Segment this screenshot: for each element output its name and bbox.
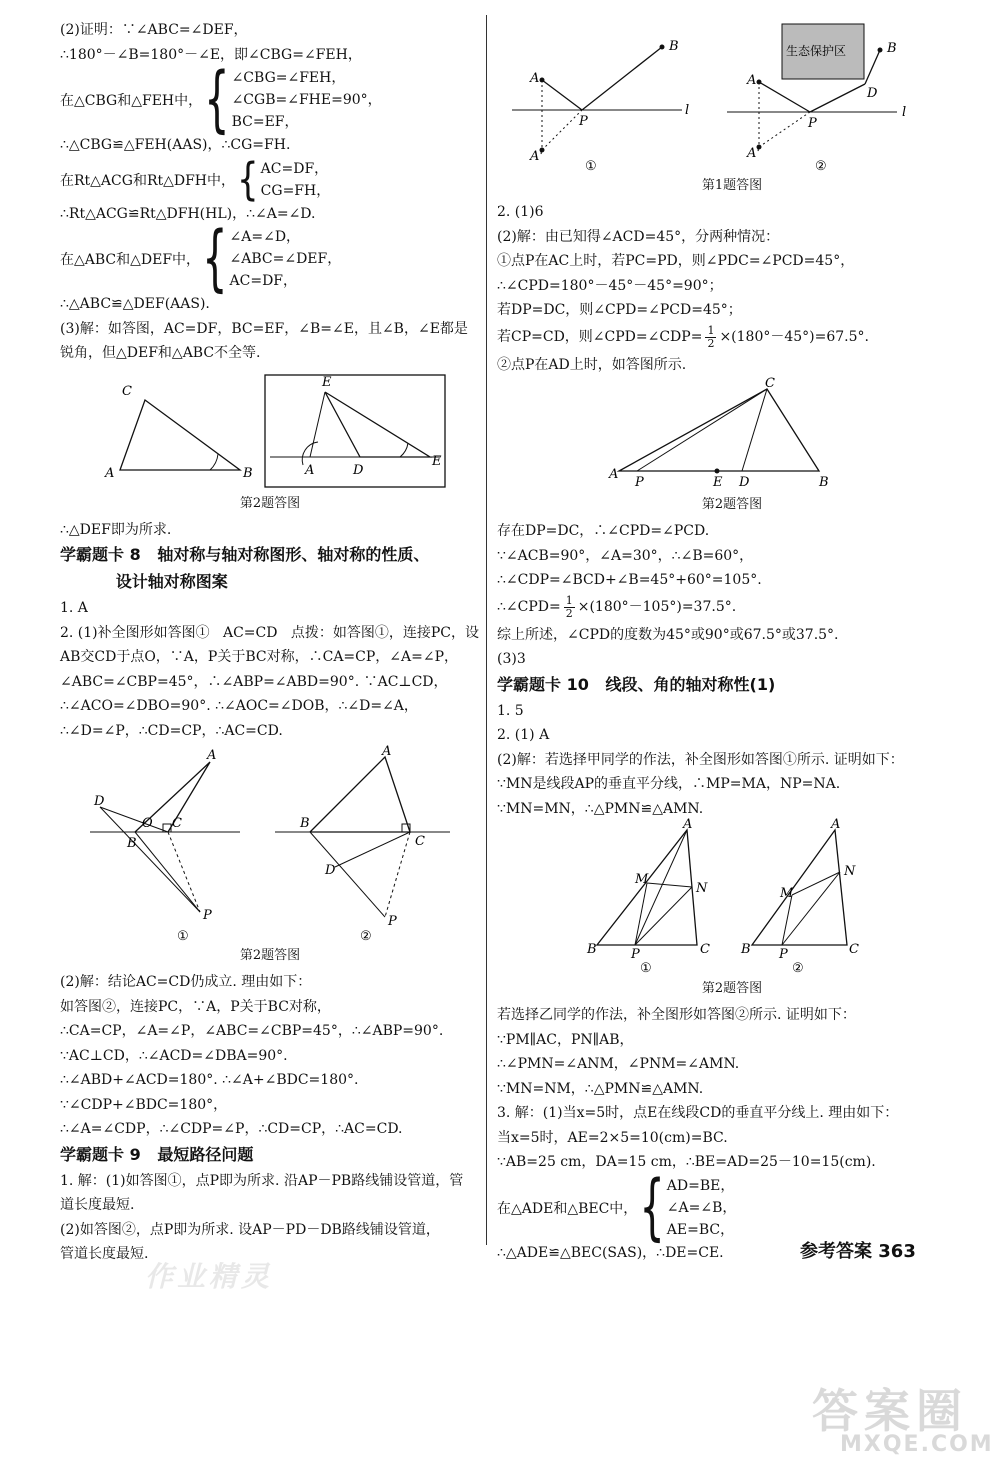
text-line: ∴180°－∠B=180°－∠E，即∠CBG=∠FEH， bbox=[60, 46, 362, 63]
label-n: N bbox=[696, 881, 708, 896]
label-b: B bbox=[587, 942, 597, 957]
text-line: 如答图②，连接PC，∵A，P关于BC对称， bbox=[60, 998, 331, 1015]
segment-pm bbox=[782, 895, 792, 945]
text-line: ∴∠ACO=∠DBO=90°. ∴∠AOC=∠DOB，∴∠D=∠A， bbox=[60, 698, 418, 714]
text: ×(180°－45°)=67.5°. bbox=[719, 329, 869, 346]
text-line: ∴∠PMN=∠ANM，∠PNM=∠AMN. bbox=[497, 1056, 740, 1072]
label-e: E bbox=[713, 475, 723, 490]
brace-icon: { bbox=[202, 217, 228, 301]
frac-num: 1 bbox=[565, 594, 573, 607]
triangle-abc bbox=[597, 830, 697, 945]
brace-row: AE=BC， bbox=[666, 1221, 735, 1238]
figure-caption: 第2题答图 bbox=[239, 948, 301, 963]
text-line: ∠ABC=∠CBP=45°，∴∠ABP=∠ABD=90°. ∵AC⊥CD， bbox=[60, 673, 448, 690]
brace-block bbox=[60, 217, 480, 301]
figure-card8 bbox=[60, 744, 480, 966]
segment-ap bbox=[542, 80, 582, 110]
brace-block bbox=[497, 1166, 967, 1249]
angle-arc bbox=[210, 454, 218, 470]
segment-pd bbox=[810, 84, 865, 112]
label-d: D bbox=[867, 86, 878, 101]
text-line: ∵MN=NM，∴△PMN≌△AMN. bbox=[497, 1080, 704, 1097]
label-b: B bbox=[243, 465, 253, 481]
text-line: (2)解：由已知得∠ACD=45°，分两种情况： bbox=[497, 228, 780, 245]
point-a bbox=[540, 78, 545, 83]
figure-label-1: ① bbox=[585, 159, 597, 174]
text-line: ①点P在AC上时，若PC=PD，则∠PDC=∠PCD=45°， bbox=[497, 253, 855, 269]
figure-q1 bbox=[497, 22, 967, 196]
text-line: ∴∠A=∠CDP，∴∠CDP=∠P，∴CD=CP，∴AC=CD. bbox=[60, 1121, 403, 1137]
label-a2: A bbox=[305, 462, 315, 478]
card8-title: 学霸题卡 8 轴对称与轴对称图形、轴对称的性质、 bbox=[60, 545, 430, 564]
figure-caption: 第2题答图 bbox=[239, 495, 301, 511]
figure-caption: 第2题答图 bbox=[701, 497, 763, 512]
segment bbox=[310, 392, 325, 457]
text-line: 若选择乙同学的作法，补全图形如答图②所示. 证明如下： bbox=[497, 1007, 856, 1023]
segment-ap2 bbox=[542, 110, 582, 150]
text-line: ∵∠CDP+∠BDC=180°， bbox=[60, 1096, 228, 1113]
brace-icon: { bbox=[639, 1166, 665, 1249]
figure-label-2: ② bbox=[360, 929, 372, 944]
text-line: 当x=5时，AE=2×5=10(cm)=BC. bbox=[497, 1129, 728, 1146]
label-c: C bbox=[122, 383, 132, 399]
brace-row: ∠CGB=∠FHE=90°， bbox=[231, 92, 382, 108]
brace-row: AD=BE， bbox=[666, 1177, 735, 1194]
text-line: 道长度最短. bbox=[60, 1197, 135, 1213]
text-line: ∵MN是线段AP的垂直平分线，∴MP=MA，NP=NA. bbox=[497, 776, 841, 792]
brace-block bbox=[60, 58, 480, 142]
card8-title-cont: 设计轴对称图案 bbox=[60, 572, 228, 591]
brace-row: ∠ABC=∠DEF， bbox=[229, 251, 342, 267]
label-a: A bbox=[530, 71, 540, 86]
brace-block bbox=[60, 153, 480, 206]
figure-card10 bbox=[497, 817, 967, 999]
segment-ap bbox=[759, 82, 810, 112]
text-line: 3. 解：(1)当x=5时，点E在线段CD的垂直平分线上. 理由如下： bbox=[497, 1105, 899, 1121]
triangle-abc bbox=[619, 389, 819, 471]
point-e bbox=[715, 469, 720, 474]
figure-label-1: ① bbox=[177, 929, 189, 944]
label-a: A bbox=[683, 817, 693, 832]
watermark-logo: 答案圈 bbox=[812, 1384, 968, 1438]
label-l: l bbox=[685, 103, 690, 118]
label-a2: A bbox=[831, 817, 841, 832]
label-a: A bbox=[207, 748, 217, 763]
fraction bbox=[705, 325, 716, 350]
label-p2: P bbox=[808, 116, 817, 131]
segment-mp bbox=[635, 883, 647, 945]
brace-row: ∠A=∠B， bbox=[666, 1199, 737, 1216]
text-line: (3)3 bbox=[497, 651, 526, 667]
label-e: E bbox=[322, 374, 332, 390]
brace-lhs: 在△ADE和△BEC中， bbox=[497, 1200, 638, 1217]
text-line: ∴∠ABD+∠ACD=180°. ∴∠A+∠BDC=180°. bbox=[60, 1072, 359, 1088]
symmetry-diagram bbox=[60, 744, 480, 944]
text-line: 存在DP=DC，∴∠CPD=∠PCD. bbox=[497, 523, 710, 539]
text-line: 2. (1)6 bbox=[497, 204, 544, 220]
label-p: P bbox=[579, 114, 588, 129]
label-p: P bbox=[203, 908, 212, 923]
label-a-prime2: A' bbox=[747, 146, 760, 161]
brace-row: ∠CBG=∠FEH， bbox=[231, 70, 346, 86]
label-n2: N bbox=[844, 864, 856, 879]
text-line: ∴△DEF即为所求. bbox=[60, 521, 172, 538]
label-a2: A bbox=[382, 744, 392, 759]
figure-label-2: ② bbox=[792, 961, 804, 976]
fraction bbox=[564, 595, 575, 620]
text-line: ∴∠CDP=∠BCD+∠B=45°+60°=105°. bbox=[497, 572, 762, 588]
angle-arc bbox=[400, 443, 408, 457]
brace-lhs: 在△CBG和△FEH中， bbox=[60, 93, 203, 109]
label-a-prime: A' bbox=[530, 149, 543, 164]
label-c: C bbox=[172, 816, 182, 831]
frac-den: 2 bbox=[707, 337, 715, 350]
label-m2: M bbox=[780, 886, 794, 901]
brace-icon: { bbox=[204, 58, 230, 142]
text-line: ∴△CBG≌△FEH(AAS)，∴CG=FH. bbox=[60, 137, 291, 153]
label-b2: B bbox=[887, 41, 897, 56]
figure-label-2: ② bbox=[815, 159, 827, 174]
text-line: ∵MN=MN，∴△PMN≌△AMN. bbox=[497, 800, 704, 817]
column-divider bbox=[486, 15, 487, 1245]
label-m: M bbox=[635, 872, 649, 887]
label-b2: B bbox=[741, 942, 751, 957]
label-p: P bbox=[631, 947, 640, 962]
figure-q2-triangles bbox=[60, 370, 480, 514]
figure-caption: 第1题答图 bbox=[701, 178, 763, 193]
label-p2: P bbox=[388, 914, 397, 929]
left-column bbox=[60, 18, 480, 1267]
text-line: 管道长度最短. bbox=[60, 1246, 149, 1262]
text-line: ∴Rt△ACG≌Rt△DFH(HL)，∴∠A=∠D. bbox=[60, 205, 316, 222]
shortest-path-diagram bbox=[497, 22, 967, 172]
brace-icon: { bbox=[237, 153, 259, 206]
brace-row: AC=DF， bbox=[260, 160, 329, 177]
text: 若CP=CD，则∠CPD=∠CDP= bbox=[497, 329, 703, 346]
triangle-abc2 bbox=[310, 757, 410, 832]
triangle-diagram bbox=[60, 370, 480, 490]
label-a: A bbox=[105, 465, 115, 481]
text-line: 若DP=DC，则∠CPD=∠PCD=45°； bbox=[497, 302, 742, 318]
brace-lhs: 在Rt△ACG和Rt△DFH中， bbox=[60, 172, 236, 189]
right-column bbox=[497, 18, 967, 1265]
text-line: (2)解：结论AC=CD仍成立. 理由如下： bbox=[60, 974, 312, 990]
segment-db bbox=[865, 50, 880, 84]
text-line: 1. 5 bbox=[497, 702, 524, 719]
label-p2: P bbox=[779, 947, 788, 962]
label-d: D bbox=[353, 462, 364, 478]
perpendicular-bisector-diagram bbox=[497, 817, 967, 976]
label-p: P bbox=[635, 475, 644, 490]
text-line: 2. (1) A bbox=[497, 727, 550, 743]
text-line: ∵∠ACB=90°，∠A=30°，∴∠B=60°， bbox=[497, 547, 754, 564]
brace-row: BC=EF， bbox=[231, 114, 299, 130]
segment-bp2 bbox=[310, 832, 385, 917]
segment-mn2 bbox=[792, 872, 840, 895]
segment-bp bbox=[135, 832, 200, 912]
brace-lhs: 在△ABC和△DEF中， bbox=[60, 252, 201, 268]
label-c2: C bbox=[849, 942, 859, 957]
text-line: ∵PM∥AC，PN∥AB， bbox=[497, 1031, 634, 1048]
text-line: ∵AC⊥CD，∴∠ACD=∠DBA=90°. bbox=[60, 1047, 288, 1064]
fraction-line bbox=[497, 593, 967, 623]
frac-den: 2 bbox=[565, 607, 573, 620]
page-footer: 参考答案 363 bbox=[800, 1241, 916, 1262]
figure-q2 bbox=[497, 376, 967, 515]
label-b: B bbox=[669, 39, 679, 54]
segment-cp2 bbox=[385, 832, 410, 917]
segment-ap3 bbox=[759, 112, 810, 147]
brace-row: ∠A=∠D， bbox=[229, 229, 301, 245]
label-o: O bbox=[142, 816, 153, 831]
segment-pc bbox=[637, 389, 767, 471]
text-line: (3)解：如答图，AC=DF，BC=EF，∠B=∠E，且∠B，∠E都是 bbox=[60, 320, 468, 337]
protected-zone-label: 生态保护区 bbox=[786, 44, 847, 58]
label-b2: B bbox=[300, 816, 310, 831]
angle-arc bbox=[302, 442, 318, 465]
point-a2 bbox=[757, 80, 762, 85]
label-d2: D bbox=[325, 863, 336, 878]
label-d: D bbox=[94, 794, 105, 809]
fraction-line bbox=[497, 323, 967, 353]
triangle-acb-diagram bbox=[497, 376, 967, 491]
text-line: 1. A bbox=[60, 600, 88, 616]
point-b bbox=[660, 45, 665, 50]
segment-np bbox=[635, 887, 692, 945]
label-c: C bbox=[765, 376, 775, 391]
watermark-url: MXQE.COM bbox=[840, 1432, 994, 1457]
label-d: D bbox=[739, 475, 750, 490]
segment-pb bbox=[582, 47, 662, 110]
text-line: ∴∠D=∠P，∴CD=CP，∴AC=CD. bbox=[60, 722, 283, 739]
frac-num: 1 bbox=[707, 324, 715, 337]
figure-label-1: ① bbox=[640, 961, 652, 976]
label-a2: A bbox=[747, 73, 757, 88]
card10-title: 学霸题卡 10 线段、角的轴对称性(1) bbox=[497, 674, 776, 694]
text: ×(180°－105°)=37.5°. bbox=[577, 599, 737, 616]
label-c: C bbox=[700, 942, 710, 957]
triangle-def bbox=[325, 392, 430, 457]
brace-row: CG=FH， bbox=[260, 182, 331, 199]
label-l2: l bbox=[902, 105, 907, 120]
text-line: 2. (1)补全图形如答图① AC=CD 点拨：如答图①，连接PC，设 bbox=[60, 624, 479, 641]
text-line: (2)如答图②，点P即为所求. 设AP－PD－DB路线铺设管道， bbox=[60, 1221, 440, 1238]
label-b: B bbox=[819, 475, 829, 490]
text-line: 1. 解：(1)如答图①，点P即为所求. 沿AP－PB路线铺设管道，管 bbox=[60, 1172, 464, 1189]
text-line: AB交CD于点O，∵A，P关于BC对称，∴CA=CP，∠A=∠P， bbox=[60, 649, 459, 665]
figure-caption: 第2题答图 bbox=[701, 981, 763, 996]
card9-title: 学霸题卡 9 最短路径问题 bbox=[60, 1144, 254, 1164]
text-line: 锐角，但△DEF和△ABC不全等. bbox=[60, 345, 261, 361]
watermark: 作业精灵 bbox=[145, 1260, 274, 1293]
label-c2: C bbox=[415, 834, 425, 849]
brace-row: AC=DF， bbox=[229, 273, 298, 289]
text-line: ∵AB=25 cm，DA=15 cm，∴BE=AD=25－10=15(cm). bbox=[497, 1154, 876, 1170]
text-line: (2)证明：∵∠ABC=∠DEF， bbox=[60, 22, 248, 38]
triangle-abc2 bbox=[752, 830, 847, 945]
text-line: (2)解：若选择甲同学的作法，补全图形如答图①所示. 证明如下： bbox=[497, 751, 904, 768]
text-line: ∴CA=CP，∠A=∠P，∠ABC=∠CBP=45°，∴∠ABP=90°. bbox=[60, 1023, 444, 1039]
triangle-abc bbox=[120, 400, 240, 470]
text-line: ∴∠CPD=180°－45°－45°=90°； bbox=[497, 277, 723, 294]
label-e2: E bbox=[432, 453, 442, 469]
text-line: 综上所述，∠CPD的度数为45°或90°或67.5°或37.5°. bbox=[497, 626, 839, 643]
label-b: B bbox=[127, 836, 137, 851]
label-a: A bbox=[609, 467, 619, 482]
text-line: ∴△ABC≌△DEF(AAS). bbox=[60, 296, 210, 312]
text: ∴∠CPD= bbox=[497, 599, 561, 616]
segment-dc2 bbox=[335, 832, 410, 867]
segment-mn bbox=[647, 883, 692, 887]
text-line: ∴△ADE≌△BEC(SAS)，∴DE=CE. bbox=[497, 1244, 724, 1261]
text-line: ②点P在AD上时，如答图所示. bbox=[497, 356, 687, 373]
point-b2 bbox=[878, 48, 883, 53]
segment-cp bbox=[168, 832, 200, 912]
segment-pn bbox=[782, 872, 840, 945]
